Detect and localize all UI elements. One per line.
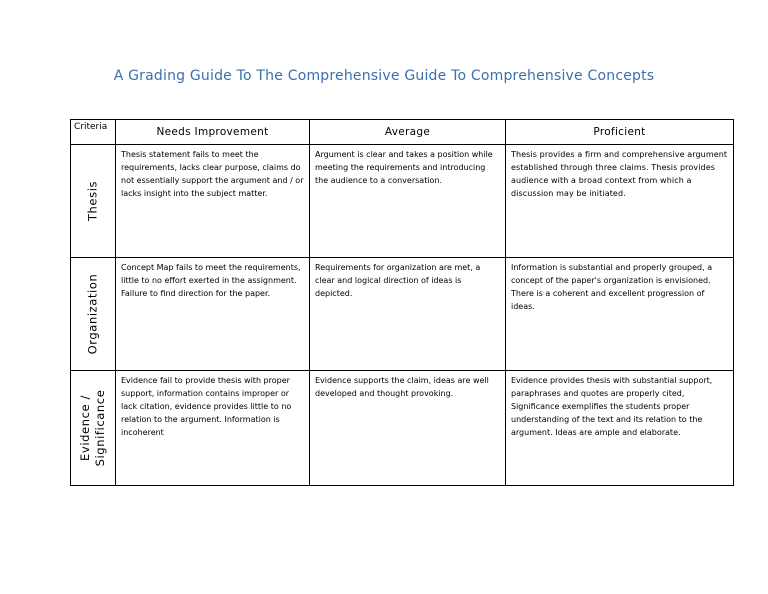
cell-evidence-proficient: Evidence provides thesis with substantial support, paraphrases and quotes are properly cited, Significance exemplifies the students proper understanding of the text and its relation to the argument. Ideas are ample and elaborate. — [506, 371, 734, 486]
column-header-needs-improvement: Needs Improvement — [116, 120, 310, 145]
row-label-organization: Organization — [85, 273, 100, 355]
criteria-header: Criteria — [71, 120, 116, 145]
row-label-thesis: Thesis — [85, 180, 100, 222]
column-header-average: Average — [310, 120, 506, 145]
table-row-organization — [71, 258, 734, 371]
cell-organization-needs-improvement: Concept Map fails to meet the requirements, little to no effort exerted in the assignment. Failure to find direction for the paper. — [116, 258, 310, 371]
page-title: A Grading Guide To The Comprehensive Guide To Comprehensive Concepts — [113, 68, 655, 84]
cell-evidence-needs-improvement: Evidence fail to provide thesis with proper support, information contains improper or lack citation, evidence provides little to no relation to the argument. Information is incoherent — [116, 371, 310, 486]
row-label-cell — [71, 371, 116, 486]
cell-thesis-average: Argument is clear and takes a position while meeting the requirements and introducing the audience to a conversation. — [310, 145, 506, 258]
row-label-cell — [71, 145, 116, 258]
table-row-thesis — [71, 145, 734, 258]
cell-organization-proficient: Information is substantial and properly grouped, a concept of the paper's organization is envisioned. There is a coherent and excellent progression of ideas. — [506, 258, 734, 371]
column-header-proficient: Proficient — [506, 120, 734, 145]
table-row-evidence — [71, 371, 734, 486]
cell-evidence-average: Evidence supports the claim, ideas are well developed and thought provoking. — [310, 371, 506, 486]
header-row — [71, 120, 734, 145]
row-label-evidence-significance: Evidence / Significance — [78, 389, 107, 467]
cell-thesis-proficient: Thesis provides a firm and comprehensive argument established through three claims. Thesis provides audience with a broad context from which a discussion may be initiated. — [506, 145, 734, 258]
rubric-table — [70, 119, 734, 486]
cell-thesis-needs-improvement: Thesis statement fails to meet the requirements, lacks clear purpose, claims do not essentially support the argument and / or lacks insight into the subject matter. — [116, 145, 310, 258]
cell-organization-average: Requirements for organization are met, a clear and logical direction of ideas is depicted. — [310, 258, 506, 371]
row-label-cell — [71, 258, 116, 371]
